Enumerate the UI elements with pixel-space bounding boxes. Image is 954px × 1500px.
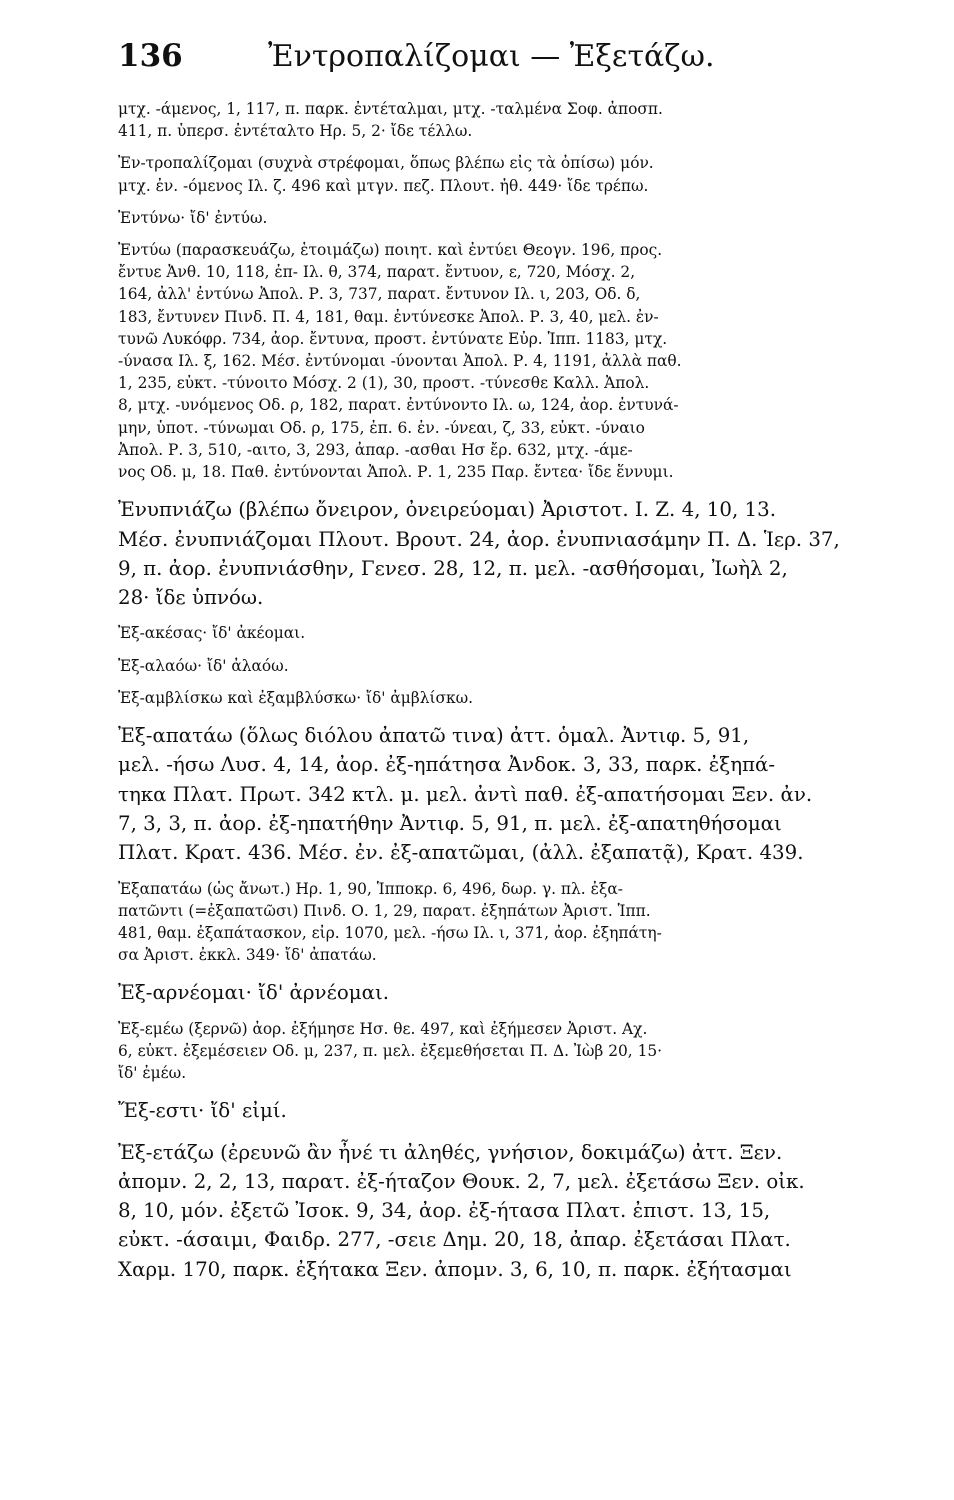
entry-line: Ἐν-τροπαλίζομαι (συχνὰ στρέφομαι, ὅπως βλέπω εἰς τὰ ὀπίσω) μόν. — [118, 154, 654, 173]
dictionary-entry — [118, 687, 888, 709]
dictionary-entry — [118, 98, 888, 142]
entry-line: μτχ. ἐν. -όμενος Ιλ. ζ. 496 καὶ μτγν. πεζ. Πλουτ. ἠθ. 449· ἴδε τρέπω. — [118, 176, 649, 195]
entry-line: 1, 235, εὐκτ. -τύνοιτο Μόσχ. 2 (1), 30, προστ. -τύνεσθε Καλλ. Ἀπολ. — [118, 374, 650, 393]
dictionary-entry — [118, 495, 888, 612]
entry-line: 6, εὐκτ. ἐξεμέσειεν Οδ. μ, 237, π. μελ. ἐξεμεθήσεται Π. Δ. Ἰὼβ 20, 15· — [118, 1041, 663, 1060]
dictionary-entry — [118, 1018, 888, 1085]
entry-line: 164, ἀλλ' ἐντύνω Ἀπολ. Ρ. 3, 737, παρατ. ἔντυνον Ιλ. ι, 203, Οδ. δ, — [118, 285, 641, 304]
entry-line: εὐκτ. -άσαιμι, Φαιδρ. 277, -σειε Δημ. 20, 18, ἀπαρ. ἐξετάσαι Πλατ. — [118, 1228, 791, 1252]
entry-line: 481, θαμ. ἐξαπάτασκον, εἰρ. 1070, μελ. -ήσω Ιλ. ι, 371, ἀορ. ἐξηπάτη- — [118, 923, 662, 942]
dictionary-entry — [118, 721, 888, 867]
dictionary-entry — [118, 1096, 888, 1125]
entry-line: 28· ἴδε ὑπνόω. — [118, 586, 264, 610]
dictionary-entry — [118, 978, 888, 1007]
entry-line: Ἐξ-εμέω (ξερνῶ) ἀορ. ἐξήμησε Ησ. θε. 497, καὶ ἐξήμεσεν Ἀριστ. Αχ. — [118, 1019, 648, 1038]
page-header — [118, 38, 888, 88]
dictionary-entry — [118, 207, 888, 229]
entry-line: Ἐντύω (παρασκευάζω, ἑτοιμάζω) ποιητ. καὶ ἐντύει Θεογν. 196, προς. — [118, 241, 663, 260]
entry-line: τυνῶ Λυκόφρ. 734, ἀορ. ἔντυνα, προστ. ἐντύνατε Εὐρ. Ἱππ. 1183, μτχ. — [118, 329, 668, 348]
entry-line: ἴδ' ἐμέω. — [118, 1064, 187, 1083]
running-head: Ἐντροπαλίζομαι — Ἐξετάζω. — [268, 39, 715, 74]
entry-line: Ἐντύνω· ἴδ' ἐντύω. — [118, 208, 268, 227]
entry-line: Ἐνυπνιάζω (βλέπω ὄνειρον, ὀνειρεύομαι) Ἀριστοτ. Ι. Ζ. 4, 10, 13. — [118, 498, 776, 522]
entry-line: 8, μτχ. -υνόμενος Οδ. ρ, 182, παρατ. ἐντύνοντο Ιλ. ω, 124, ἀορ. ἐντυνά- — [118, 396, 679, 415]
entry-line: Χαρμ. 170, παρκ. ἐξήτακα Ξεν. ἀπομν. 3, 6, 10, π. παρκ. ἐξήτασμαι — [118, 1257, 792, 1281]
entry-line: σα Ἀριστ. ἐκκλ. 349· ἴδ' ἀπατάω. — [118, 946, 377, 965]
dictionary-entry — [118, 152, 888, 196]
dictionary-entry — [118, 655, 888, 677]
dictionary-entry — [118, 622, 888, 644]
entry-line: Ἐξ-απατάω (ὅλως διόλου ἀπατῶ τινα) ἀττ. ὁμαλ. Ἀντιφ. 5, 91, — [118, 724, 750, 748]
entry-line: μην, ὑποτ. -τύνωμαι Οδ. ρ, 175, ἐπ. 6. ἐν. -ύνεαι, ζ, 33, εὐκτ. -ύναιο — [118, 418, 645, 437]
entry-line: 183, ἔντυνεν Πινδ. Π. 4, 181, θαμ. ἐντύνεσκε Ἀπολ. Ρ. 3, 40, μελ. ἐν- — [118, 307, 659, 326]
entry-line: Ἐξ-αμβλίσκω καὶ ἐξαμβλύσκω· ἴδ' ἀμβλίσκω. — [118, 688, 474, 707]
entry-line: ἀπομν. 2, 2, 13, παρατ. ἐξ-ήταζον Θουκ. 2, 7, μελ. ἐξετάσω Ξεν. οἰκ. — [118, 1169, 805, 1193]
entries-column — [118, 98, 888, 1294]
dictionary-entry — [118, 239, 888, 483]
entry-line: Ἐξ-αλαόω· ἴδ' ἀλαόω. — [118, 656, 289, 675]
entry-line: 8, 10, μόν. ἐξετῶ Ἰσοκ. 9, 34, ἀορ. ἐξ-ήτασα Πλατ. ἐπιστ. 13, 15, — [118, 1199, 771, 1223]
page-number: 136 — [118, 38, 183, 74]
entry-line: Ἐξ-αρνέομαι· ἴδ' ἀρνέομαι. — [118, 981, 389, 1005]
entry-line: Ἐξ-ακέσας· ἴδ' ἀκέομαι. — [118, 624, 306, 643]
entry-line: πατῶντι (=ἐξαπατῶσι) Πινδ. Ο. 1, 29, παρατ. ἐξηπάτων Ἀριστ. Ἱππ. — [118, 901, 651, 920]
entry-line: 7, 3, 3, π. ἀορ. ἐξ-ηπατήθην Ἀντιφ. 5, 91, π. μελ. ἐξ-απατηθήσομαι — [118, 811, 782, 835]
entry-line: Ἀπολ. Ρ. 3, 510, -αιτο, 3, 293, ἀπαρ. -ασθαι Ησ ἔρ. 632, μτχ. -άμε- — [118, 440, 633, 459]
entry-line: νος Οδ. μ, 18. Παθ. ἐντύνονται Ἀπολ. Ρ. 1, 235 Παρ. ἔντεα· ἴδε ἕννυμι. — [118, 463, 674, 482]
entry-line: -ύνασα Ιλ. ξ, 162. Μέσ. ἐντύνομαι -ύνονται Ἀπολ. Ρ. 4, 1191, ἀλλὰ παθ. — [118, 352, 682, 371]
dictionary-entry — [118, 878, 888, 967]
entry-line: Ἐξ-ετάζω (ἐρευνῶ ἂν ἦνέ τι ἀληθές, γνήσιον, δοκιμάζω) ἀττ. Ξεν. — [118, 1140, 783, 1164]
entry-line: ἔντυε Ἀνθ. 10, 118, ἐπ- Ιλ. θ, 374, παρατ. ἔντυον, ε, 720, Μόσχ. 2, — [118, 263, 636, 282]
entry-line: 9, π. ἀορ. ἐνυπνιάσθην, Γενεσ. 28, 12, π. μελ. -ασθήσομαι, Ἰωὴλ 2, — [118, 556, 788, 580]
entry-line: μτχ. -άμενος, 1, 117, π. παρκ. ἐντέταλμαι, μτχ. -ταλμένα Σοφ. ἀποσπ. — [118, 100, 663, 118]
entry-line: Πλατ. Κρατ. 436. Μέσ. ἐν. ἐξ-απατῶμαι, (ἀλλ. ἐξαπατᾷ), Κρατ. 439. — [118, 841, 804, 865]
entry-line: Ἐξαπατάω (ὡς ἄνωτ.) Ηρ. 1, 90, Ἱπποκρ. 6, 496, δωρ. γ. πλ. ἐξα- — [118, 879, 623, 898]
entry-line: 411, π. ὑπερσ. ἐντέταλτο Ηρ. 5, 2· ἴδε τέλλω. — [118, 122, 473, 141]
dictionary-entry — [118, 1138, 888, 1284]
entry-line: Μέσ. ἐνυπνιάζομαι Πλουτ. Βρουτ. 24, ἀορ. ἐνυπνιασάμην Π. Δ. Ἱερ. 37, — [118, 527, 840, 551]
entry-line: Ἔξ-εστι· ἴδ' εἰμί. — [118, 1099, 287, 1123]
entry-line: μελ. -ήσω Λυσ. 4, 14, ἀορ. ἐξ-ηπάτησα Ἀνδοκ. 3, 33, παρκ. ἐξηπά- — [118, 753, 776, 777]
entry-line: τηκα Πλατ. Πρωτ. 342 κτλ. μ. μελ. ἀντὶ παθ. ἐξ-απατήσομαι Ξεν. ἀν. — [118, 782, 813, 806]
